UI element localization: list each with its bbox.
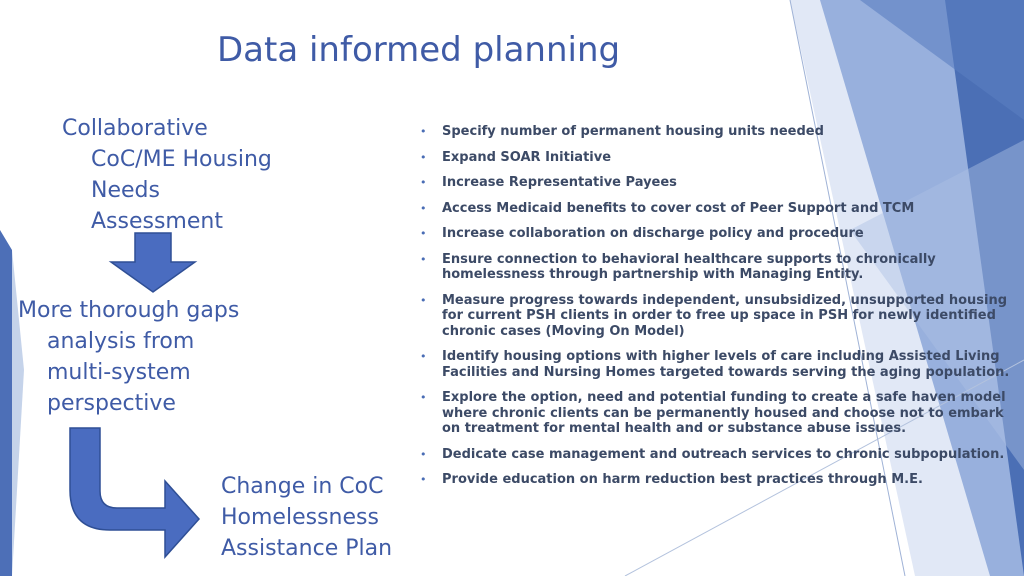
bullet-text: Identify housing options with higher levels of care including Assisted Living Facilities and Nursing Homes targeted towards serving the aging population. xyxy=(442,349,1010,380)
bullet-item xyxy=(420,201,1010,217)
slide-title: Data informed planning xyxy=(217,30,621,70)
bullet-marker: • xyxy=(420,252,427,266)
bullet-item xyxy=(420,124,1010,140)
bullet-text: Specify number of permanent housing units needed xyxy=(442,124,824,139)
bullet-text: Provide education on harm reduction best practices through M.E. xyxy=(442,472,923,487)
bullet-item xyxy=(420,472,1010,488)
bullet-marker: • xyxy=(420,447,427,461)
step3-line-2: Homelessness xyxy=(221,505,379,530)
bullet-text: Access Medicaid benefits to cover cost of Peer Support and TCM xyxy=(442,200,915,216)
bullet-item xyxy=(420,175,1010,191)
bullet-text: Increase Representative Payees xyxy=(442,175,677,190)
step-needs-assessment xyxy=(62,113,272,237)
step3-line-3: Assistance Plan xyxy=(221,536,393,561)
bullet-item xyxy=(420,252,1010,283)
step1-line-3: Needs xyxy=(91,178,160,203)
action-bullet-list xyxy=(420,124,1010,488)
bullet-text: Dedicate case management and outreach services to chronic subpopulation. xyxy=(442,446,1005,462)
step1-line-4: Assessment xyxy=(91,209,223,234)
bullet-item xyxy=(420,349,1010,380)
step-assistance-plan xyxy=(221,471,392,564)
bullet-marker: • xyxy=(420,293,427,307)
step2-line-1: More thorough gaps xyxy=(18,298,240,323)
bullet-text: Expand SOAR Initiative xyxy=(442,149,612,165)
bullet-marker: • xyxy=(420,176,427,189)
bullet-marker: • xyxy=(420,125,427,138)
bullet-marker: • xyxy=(420,201,427,215)
step2-line-3: multi-system xyxy=(47,360,191,385)
down-arrow xyxy=(111,233,195,292)
step1-line-2: CoC/ME Housing xyxy=(91,147,272,172)
step1-line-1: Collaborative xyxy=(62,116,208,141)
left-strip xyxy=(0,230,12,576)
bullet-item xyxy=(420,150,1010,166)
bullet-marker: • xyxy=(420,473,427,486)
bullet-text: Increase collaboration on discharge policy and procedure xyxy=(442,226,864,241)
bullet-text: Ensure connection to behavioral healthcare supports to chronically homelessness through partnership with Managing Entity. xyxy=(442,251,936,282)
step2-line-4: perspective xyxy=(47,391,176,416)
bullet-marker: • xyxy=(420,350,427,363)
bullet-item xyxy=(420,390,1010,437)
bullet-text: Explore the option, need and potential funding to create a safe haven model where chronic clients can be permanently housed and choose not to embark on treatment for mental health and or substance abuse issues. xyxy=(442,390,1006,436)
bullet-item xyxy=(420,447,1010,463)
bullet-marker: • xyxy=(420,150,427,164)
bullet-marker: • xyxy=(420,391,427,404)
bullet-text: Measure progress towards independent, unsubsidized, unsupported housing for current PSH clients in order to free up space in PSH for newly identified chronic cases (Moving On Model) xyxy=(442,292,1008,339)
bullet-marker: • xyxy=(420,227,427,240)
step3-line-1: Change in CoC xyxy=(221,474,384,499)
bent-arrow xyxy=(70,428,199,557)
step-gaps-analysis xyxy=(18,295,239,419)
bullet-item xyxy=(420,293,1010,340)
bullet-item xyxy=(420,226,1010,242)
step2-line-2: analysis from xyxy=(47,329,195,354)
